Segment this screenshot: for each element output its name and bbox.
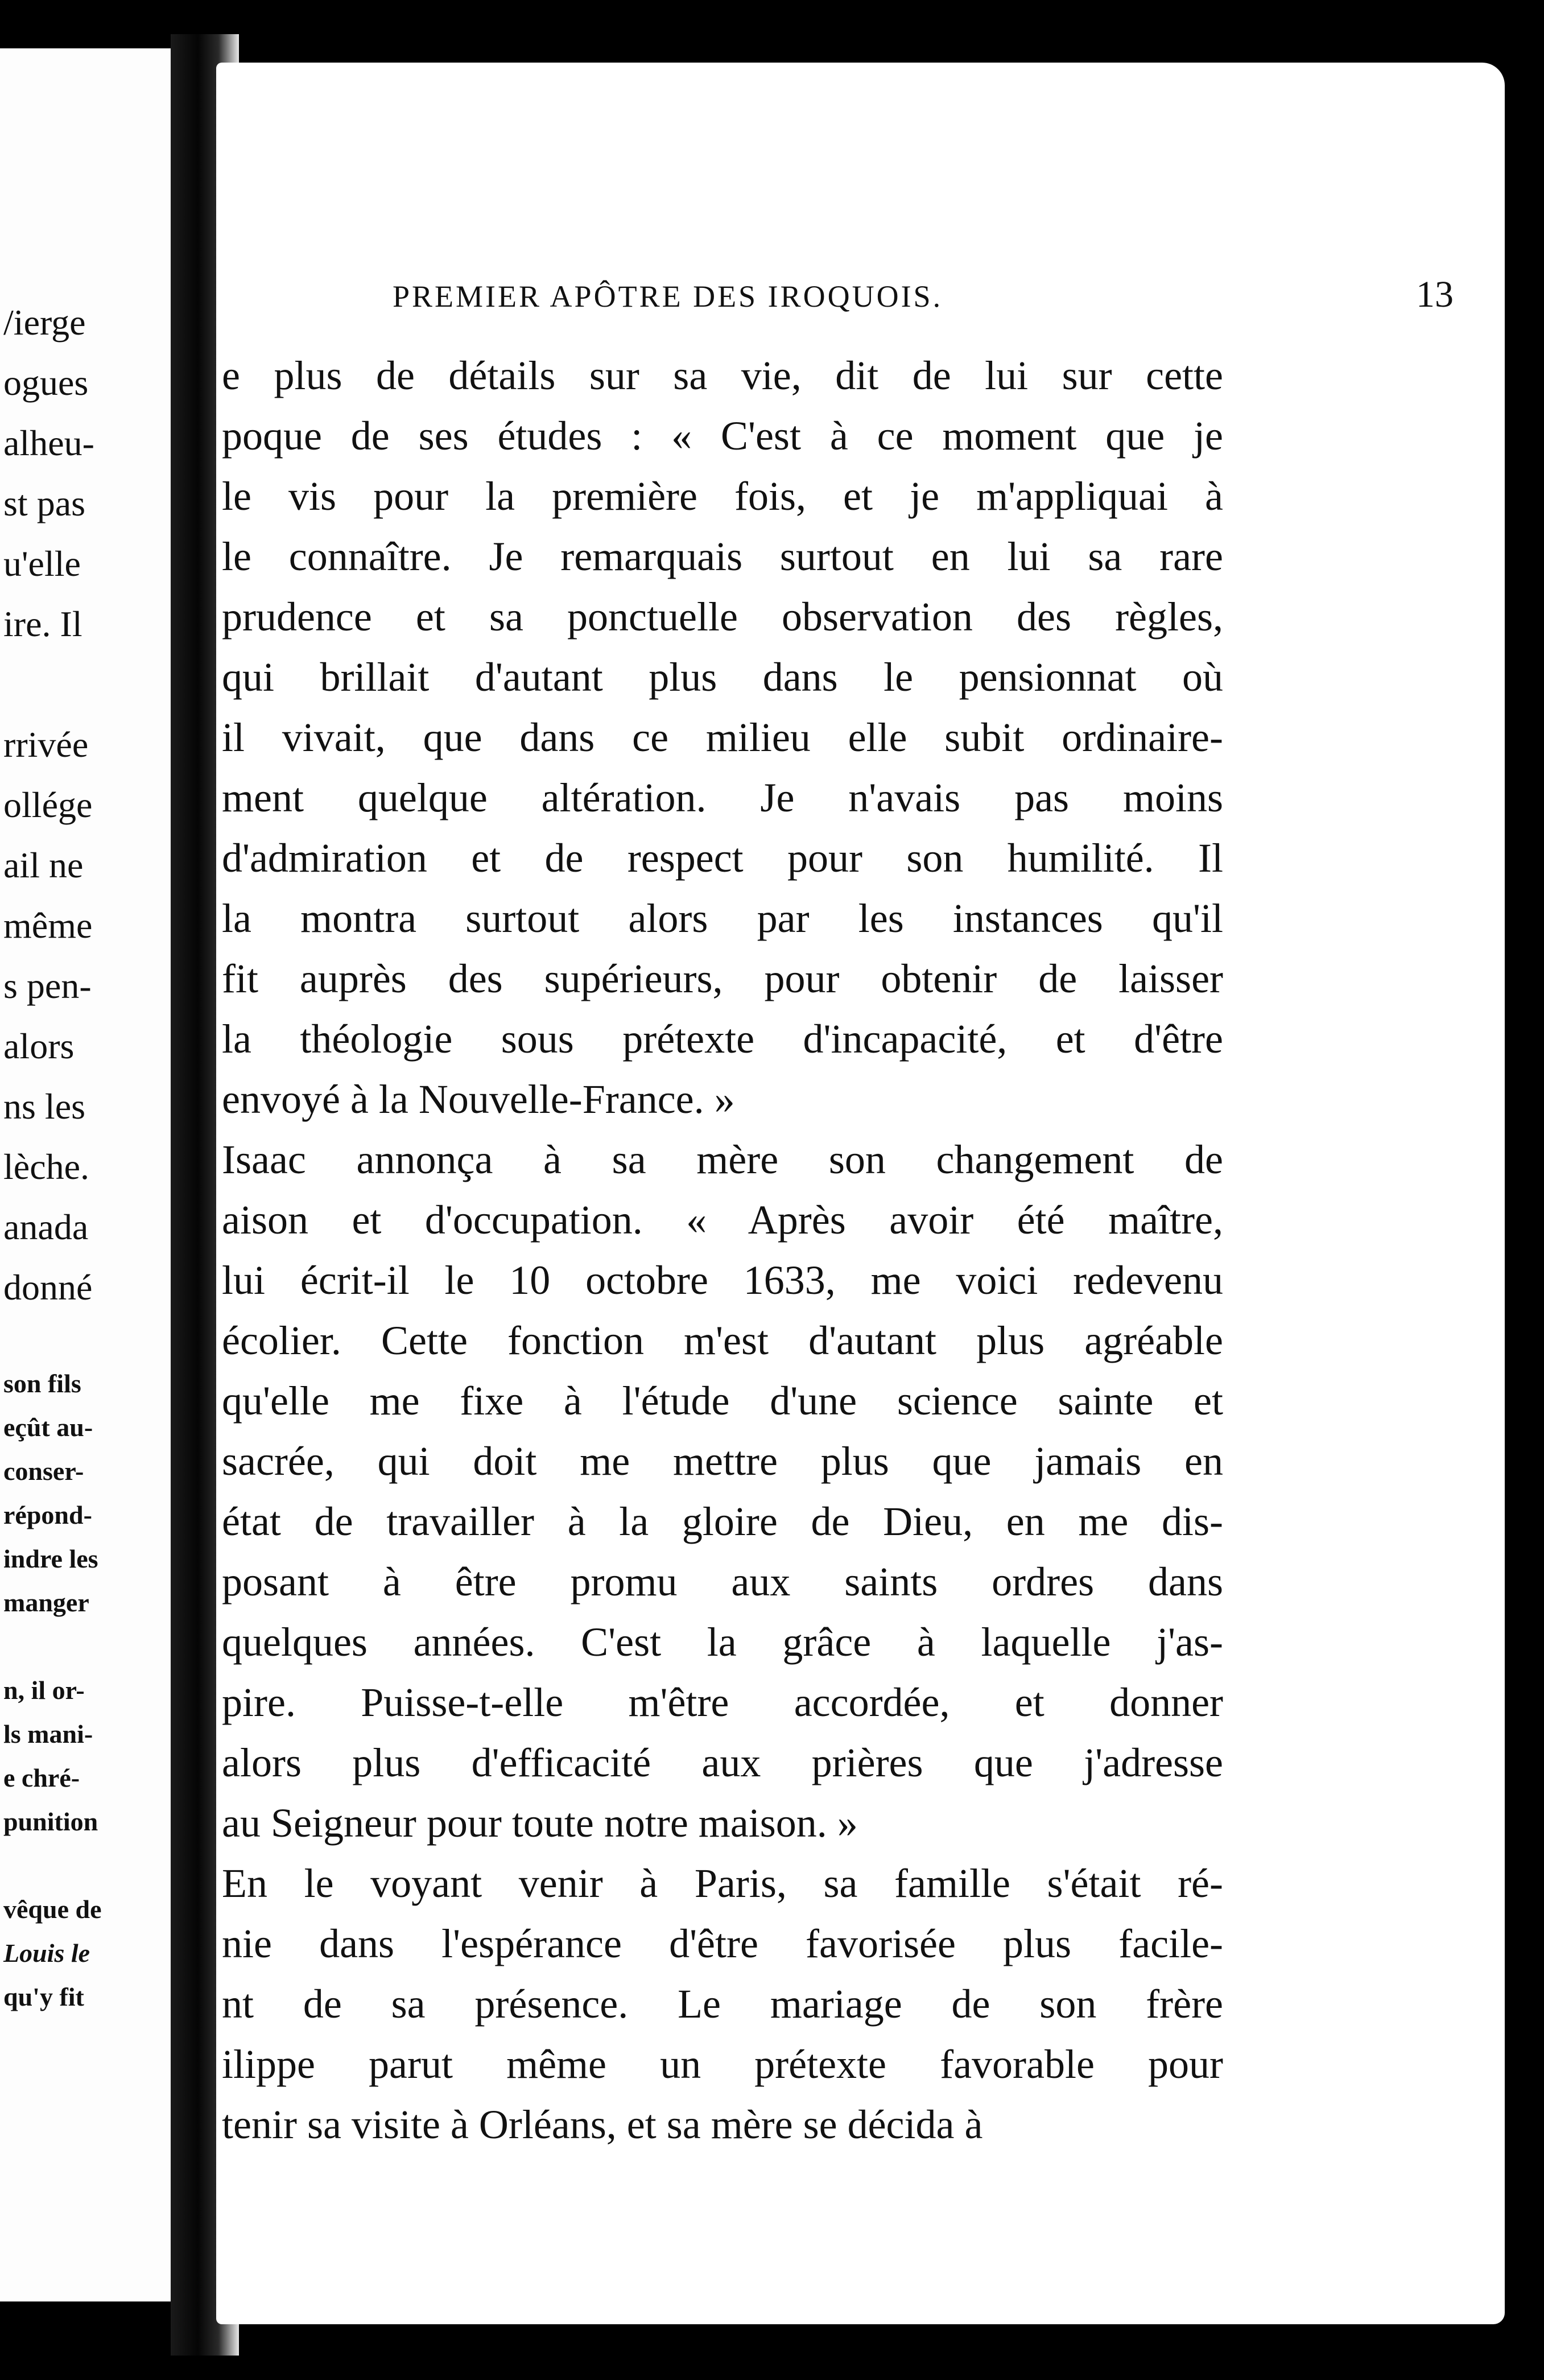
running-title: PREMIER APÔTRE DES IROQUOIS. xyxy=(393,279,943,314)
prev-page-note-line: vêque de xyxy=(3,1895,102,1924)
text-line: envoyé à la Nouvelle-France. » xyxy=(222,1076,735,1122)
prev-page-note-line: qu'y fit xyxy=(3,1982,84,2011)
prev-page-line: ire. Il xyxy=(3,604,82,644)
text-line: sacrée, qui doit me mettre plus que jamais en xyxy=(222,1438,1223,1484)
text-line: nt de sa présence. Le mariage de son frère xyxy=(222,1981,1223,2027)
prev-page-line: ns les xyxy=(3,1086,85,1127)
text-line: e plus de détails sur sa vie, dit de lui sur cette xyxy=(222,353,1223,398)
text-line: au Seigneur pour toute notre maison. » xyxy=(222,1800,858,1846)
prev-page-line: s pen- xyxy=(3,966,92,1006)
prev-page-line: st pas xyxy=(3,483,85,523)
prev-page-line: alheu- xyxy=(3,423,94,463)
text-line: ilippe parut même un prétexte favorable pour xyxy=(222,2041,1223,2087)
text-line: tenir sa visite à Orléans, et sa mère se décida à xyxy=(222,2102,983,2147)
prev-page-note-line: e chré- xyxy=(3,1763,80,1792)
text-line: alors plus d'efficacité aux prières que j'adresse xyxy=(222,1740,1223,1785)
body-text xyxy=(216,63,1505,2324)
text-line: quelques années. C'est la grâce à laquelle j'as- xyxy=(222,1619,1223,1665)
text-line: le vis pour la première fois, et je m'appliquai à xyxy=(222,473,1223,519)
text-line: qui brillait d'autant plus dans le pensionnat où xyxy=(222,654,1223,700)
prev-page-note-line: punition xyxy=(3,1807,98,1836)
prev-page-note-line: Louis le xyxy=(3,1938,90,1967)
text-line: pire. Puisse-t-elle m'être accordée, et donner xyxy=(222,1680,1223,1725)
prev-page-note-line: indre les xyxy=(3,1544,98,1573)
book-page xyxy=(216,63,1505,2324)
prev-page-note-line: son fils xyxy=(3,1369,81,1398)
text-line: la montra surtout alors par les instances qu'il xyxy=(222,896,1223,941)
text-line: état de travailler à la gloire de Dieu, en me dis- xyxy=(222,1499,1223,1544)
previous-page-fragment xyxy=(0,48,193,2301)
prev-page-note-line: conser- xyxy=(3,1457,84,1486)
prev-page-line: lèche. xyxy=(3,1146,89,1187)
prev-page-note-line: ls mani- xyxy=(3,1719,93,1748)
prev-page-note-line: manger xyxy=(3,1588,89,1617)
prev-page-line: rrivée xyxy=(3,724,89,765)
text-line: qu'elle me fixe à l'étude d'une science sainte et xyxy=(222,1378,1223,1424)
prev-page-line: anada xyxy=(3,1207,89,1247)
prev-page-line: même xyxy=(3,905,93,946)
prev-page-line: donné xyxy=(3,1267,93,1307)
prev-page-line: ollége xyxy=(3,785,93,825)
text-line: poque de ses études : « C'est à ce moment que je xyxy=(222,413,1223,459)
text-line: écolier. Cette fonction m'est d'autant plus agréable xyxy=(222,1318,1223,1363)
prev-page-line: ail ne xyxy=(3,845,84,885)
text-line: il vivait, que dans ce milieu elle subit ordinaire- xyxy=(222,715,1223,760)
text-line: la théologie sous prétexte d'incapacité, et d'être xyxy=(222,1016,1223,1062)
text-line: En le voyant venir à Paris, sa famille s'était ré- xyxy=(222,1861,1223,1906)
prev-page-line: ogues xyxy=(3,362,89,403)
prev-page-line: /ierge xyxy=(3,302,86,343)
text-line: d'admiration et de respect pour son humilité. Il xyxy=(222,835,1223,881)
prev-page-line: u'elle xyxy=(3,543,81,584)
prev-page-note-line: n, il or- xyxy=(3,1676,85,1705)
text-line: le connaître. Je remarquais surtout en lui sa rare xyxy=(222,534,1223,579)
text-line: nie dans l'espérance d'être favorisée plus facile- xyxy=(222,1921,1223,1966)
text-line: prudence et sa ponctuelle observation des règles, xyxy=(222,594,1223,640)
text-line: ment quelque altération. Je n'avais pas moins xyxy=(222,775,1223,820)
text-line: aison et d'occupation. « Après avoir été maître, xyxy=(222,1197,1223,1243)
prev-page-note-line: répond- xyxy=(3,1500,92,1529)
text-line: Isaac annonça à sa mère son changement de xyxy=(222,1137,1223,1182)
text-line: lui écrit-il le 10 octobre 1633, me voici redevenu xyxy=(222,1257,1223,1303)
prev-page-line: alors xyxy=(3,1026,75,1066)
page-number: 13 xyxy=(1416,274,1454,315)
text-line: posant à être promu aux saints ordres dans xyxy=(222,1559,1223,1604)
prev-page-note-line: eçût au- xyxy=(3,1413,93,1442)
text-line: fit auprès des supérieurs, pour obtenir de laisser xyxy=(222,956,1223,1001)
